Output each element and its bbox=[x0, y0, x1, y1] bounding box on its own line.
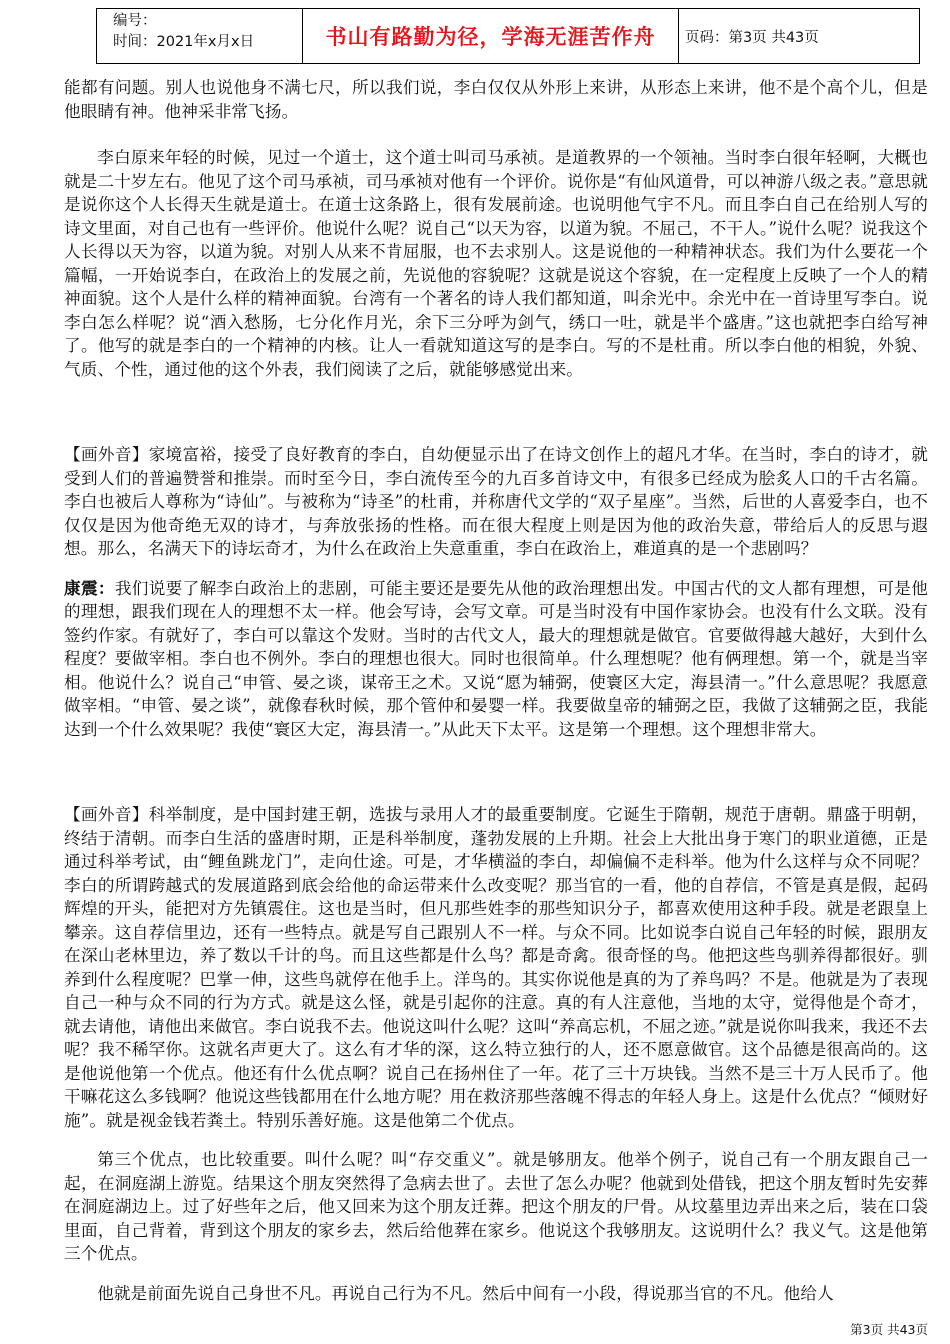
paragraph: 能都有问题。别人也说他身不满七尺，所以我们说，李白仅仅从外形上来讲，从形态上来讲，他不是个高个儿，但是他眼睛有神。他神采非常飞扬。 bbox=[64, 78, 928, 121]
paragraph: 李白原来年轻的时候，见过一个道士，这个道士叫司马承祯。是道教界的一个领袖。当时李白很年轻啊，大概也就是二十岁左右。他见了这个司马承祯，司马承祯对他有一个评价。说你是“有仙风道骨，可以神游八级之表。”意思就是说你这个人长得天生就是道士。在道士这条路上，很有发展前途。也说明他气宇不凡。而且李白自己在给别人写的诗文里面，对自己也有一些评价。他说什么呢？说自己“以天为容，以道为貌。不屈己，不干人。”说什么呢？说我这个人长得以天为容，以道为貌。对别人从来不肯屈服，也不去求别人。这是说他的一种精神状态。我们为什么要花一个篇幅，一开始说李白，在政治上的发展之前，先说他的容貌呢？这就是说这个容貌，在一定程度上反映了一个人的精神面貌。这个人是什么样的精神面貌。台湾有一个著名的诗人我们都知道，叫余光中。余光中在一首诗里写李白。说李白怎么样呢？说“酒入愁肠，七分化作月光，余下三分呼为剑气，绣口一吐，就是半个盛唐。”这也就把李白给写神了。他写的就是李白的一个精神的内核。让人一看就知道这写的是李白。写的不是杜甫。所以李白他的相貌，外貌、气质、个性，通过他的这个外表，我们阅读了之后，就能够感觉出来。 bbox=[64, 148, 928, 379]
time-label: 时间：2021年x月x日 bbox=[113, 34, 255, 50]
page-footer: 第3页 共43页 bbox=[850, 1322, 928, 1337]
document-body bbox=[64, 76, 928, 1305]
header-meta bbox=[97, 9, 303, 63]
paragraph: 第三个优点，也比较重要。叫什么呢？叫“存交重义”。就是够朋友。他举个例子，说自己有一个朋友跟自己一起，在洞庭湖上游览。结果这个朋友突然得了急病去世了。去世了怎么办呢？他就到处借钱，把这个朋友暂时先安葬在洞庭湖边上。过了好些年之后，他又回来为这个朋友迁葬。把这个朋友的尸骨。从坟墓里边弄出来之后，装在口袋里面，自己背着，背到这个朋友的家乡去，然后给他葬在家乡。他说这个我够朋友。这说明什么？我义气。这是他第三个优点。 bbox=[64, 1150, 928, 1263]
paragraph: 【画外音】科举制度，是中国封建王朝，选拔与录用人才的最重要制度。它诞生于隋朝，规范于唐朝。鼎盛于明朝，终结于清朝。而李白生活的盛唐时期，正是科举制度，蓬勃发展的上升期。社会上大批出身于寒门的职业道德，正是通过科举考试，由“鲤鱼跳龙门”，走向仕途。可是，才华横溢的李白，却偏偏不走科举。他为什么这样与众不同呢？李白的所谓跨越式的发展道路到底会给他的命运带来什么改变呢？那当官的一看，他的自荐信，不管是真是假，起码辉煌的开头，能把对方先镇震住。这也是当时，但凡那些姓李的那些知识分子，都喜欢使用这种手段。就是老跟皇上攀亲。这自荐信里边，还有一些特点。就是写自己跟别人不一样。与众不同。比如说李白说自己年轻的时候，跟朋友在深山老林里边，养了数以千计的鸟。而且这些都是什么鸟？都是奇禽。很奇怪的鸟。他把这些鸟驯养得都很好。驯养到什么程度呢？巴掌一伸，这些鸟就停在他手上。洋鸟的。其实你说他是真的为了养鸟吗？不是。他就是为了表现自己一种与众不同的行为方式。就是这么怪，就是引起你的注意。真的有人注意他，当地的太守，觉得他是个奇才，就去请他，请他出来做官。李白说我不去。他说这叫什么呢？这叫“养高忘机，不屈之迹。”就是说你叫我来，我还不去呢？我不稀罕你。这就名声更大了。这么有才华的深，这么特立独行的人，还不愿意做官。这个品德是很高尚的。这是他说他第一个优点。他还有什么优点啊？说自己在扬州住了一年。花了三十万块钱。当然不是三十万人民币了。他干嘛花这么多钱啊？他说这些钱都用在什么地方呢？用在救济那些落魄不得志的年轻人身上。这是什么优点？“倾财好施”。就是视金钱若粪土。特别乐善好施。这是他第二个优点。 bbox=[64, 805, 928, 1130]
paragraph: 他就是前面先说自己身世不凡。再说自己行为不凡。然后中间有一小段，得说那当官的不凡。他给人 bbox=[97, 1283, 834, 1303]
speaker-label: 康震： bbox=[64, 578, 115, 598]
page-header bbox=[96, 8, 920, 64]
header-motto: 书山有路勤为径，学海无涯苦作舟 bbox=[303, 9, 679, 63]
header-page-info: 页码：第3页 共43页 bbox=[685, 29, 819, 46]
code-label: 编号： bbox=[113, 13, 157, 29]
paragraph: 康震：我们说要了解李白政治上的悲剧，可能主要还是要先从他的政治理想出发。中国古代的文人都有理想，可是他的理想，跟我们现在人的理想不太一样。他会写诗，会写文章。可是当时没有中国作家协会。也没有什么文联。没有签约作家。有就好了，李白可以靠这个发财。当时的古代文人，最大的理想就是做官。官要做得越大越好，大到什么程度？要做宰相。李白也不例外。李白的理想也很大。同时也很简单。什么理想呢？他有俩理想。第一个，就是当宰相。他说什么？说自己“申管、晏之谈，谋帝王之术。又说“愿为辅弼，使寰区大定，海县清一。”什么意思呢？我愿意做宰相。“申管、晏之谈”，就像春秋时候，那个管仲和晏婴一样。我要做皇帝的辅弼之臣，我做了这辅弼之臣，我能达到一个什么效果呢？我使“寰区大定，海县清一。”从此天下太平。这是第一个理想。这个理想非常大。 bbox=[64, 578, 928, 739]
paragraph: 【画外音】家境富裕，接受了良好教育的李白，自幼便显示出了在诗文创作上的超凡才华。在当时，李白的诗才，就受到人们的普遍赞誉和推崇。而时至今日，李白流传至今的九百多首诗文中，有很多已经成为脍炙人口的千古名篇。李白也被后人尊称为“诗仙”。与被称为“诗圣”的杜甫，并称唐代文学的“双子星座”。当然，后世的人喜爱李白，也不仅仅是因为他奇绝无双的诗才，与奔放张扬的性格。而在很大程度上则是因为他的政治失意，带给后人的反思与遐想。那么，名满天下的诗坛奇才，为什么在政治上失意重重，李白在政治上，难道真的是一个悲剧吗？ bbox=[64, 445, 928, 558]
